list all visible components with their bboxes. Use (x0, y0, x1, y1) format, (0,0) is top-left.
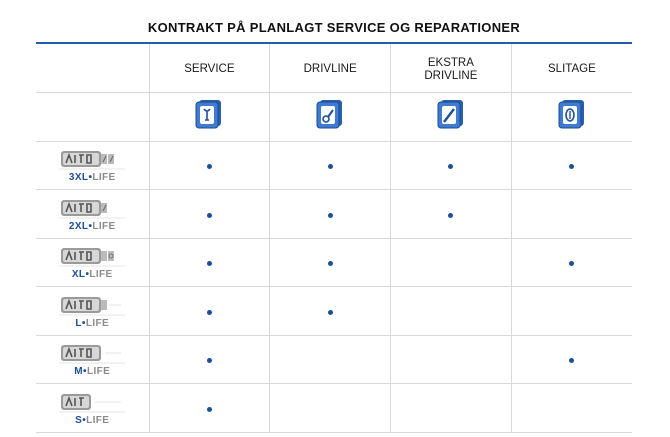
icon-row (36, 92, 632, 141)
empty-cell (391, 238, 512, 287)
extra-driveline-icon (436, 98, 466, 130)
included-dot (207, 407, 212, 412)
life-size: 3XL (68, 172, 89, 184)
life-size: S (75, 414, 83, 426)
check-cell (149, 335, 270, 384)
column-header-drivline: DRIVLINE (270, 44, 391, 92)
included-dot (328, 164, 333, 169)
page-title: KONTRAKT PÅ PLANLAGT SERVICE OG REPARATIONER (147, 20, 521, 35)
life-separator: • (83, 366, 87, 378)
life-separator: • (82, 414, 87, 426)
column-header-slitage: SLITAGE (511, 44, 632, 92)
included-dot (207, 261, 212, 266)
check-cell (511, 335, 632, 384)
life-word: LIFE (92, 220, 116, 232)
check-cell (270, 287, 391, 336)
truck-life-logo-icon (57, 341, 127, 365)
table-row (36, 335, 632, 384)
check-cell (270, 238, 391, 287)
life-label-cell (36, 287, 149, 336)
check-cell (149, 238, 270, 287)
check-cell (270, 190, 391, 239)
included-dot (569, 261, 574, 266)
included-dot (207, 310, 212, 315)
check-cell (149, 141, 270, 190)
included-dot (328, 310, 333, 315)
empty-cell (511, 384, 632, 433)
check-cell (511, 238, 632, 287)
life-label-cell (36, 335, 149, 384)
life-word: LIFE (86, 414, 110, 426)
life-word: LIFE (92, 172, 116, 184)
check-cell (149, 384, 270, 433)
life-label-cell (36, 190, 149, 239)
included-dot (569, 358, 574, 363)
column-header-service: SERVICE (149, 44, 270, 92)
empty-cell (391, 287, 512, 336)
check-cell (149, 287, 270, 336)
life-separator: • (88, 172, 93, 184)
column-header-ekstra-drivline: EKSTRA DRIVLINE (391, 44, 512, 92)
truck-life-logo-icon (57, 147, 127, 171)
check-cell (391, 141, 512, 190)
table-row (36, 384, 632, 433)
truck-life-logo-icon (57, 196, 127, 220)
life-separator: • (88, 220, 93, 232)
life-size: XL (71, 269, 86, 281)
service-contract-table (36, 44, 632, 433)
empty-cell (391, 335, 512, 384)
table-row (36, 141, 632, 190)
included-dot (328, 261, 333, 266)
life-label-cell (36, 238, 149, 287)
truck-life-logo-icon (57, 244, 127, 268)
included-dot (569, 164, 574, 169)
driveline-gear-icon (315, 98, 345, 130)
life-word: LIFE (86, 366, 111, 378)
table-row (36, 287, 632, 336)
life-size: M (74, 366, 84, 378)
included-dot (448, 164, 453, 169)
empty-cell (391, 384, 512, 433)
life-size: L (75, 317, 82, 329)
life-size: 2XL (68, 220, 89, 232)
included-dot (448, 213, 453, 218)
life-separator: • (85, 269, 90, 281)
corner-cell (36, 44, 149, 92)
check-cell (149, 190, 270, 239)
life-separator: • (81, 317, 86, 329)
corner-icon-cell (36, 92, 149, 141)
included-dot (207, 164, 212, 169)
life-label-cell (36, 384, 149, 433)
empty-cell (511, 190, 632, 239)
life-word: LIFE (85, 317, 110, 329)
wear-part-icon (557, 98, 587, 130)
header-row (36, 44, 632, 92)
empty-cell (511, 287, 632, 336)
included-dot (207, 358, 212, 363)
life-label-cell (36, 141, 149, 190)
table-row (36, 238, 632, 287)
truck-life-logo-icon (57, 390, 127, 414)
empty-cell (270, 384, 391, 433)
table-row (36, 190, 632, 239)
empty-cell (270, 335, 391, 384)
service-wrench-icon (194, 98, 224, 130)
included-dot (207, 213, 212, 218)
included-dot (328, 213, 333, 218)
check-cell (511, 141, 632, 190)
check-cell (391, 190, 512, 239)
check-cell (270, 141, 391, 190)
life-word: LIFE (89, 269, 113, 281)
truck-life-logo-icon (57, 293, 127, 317)
